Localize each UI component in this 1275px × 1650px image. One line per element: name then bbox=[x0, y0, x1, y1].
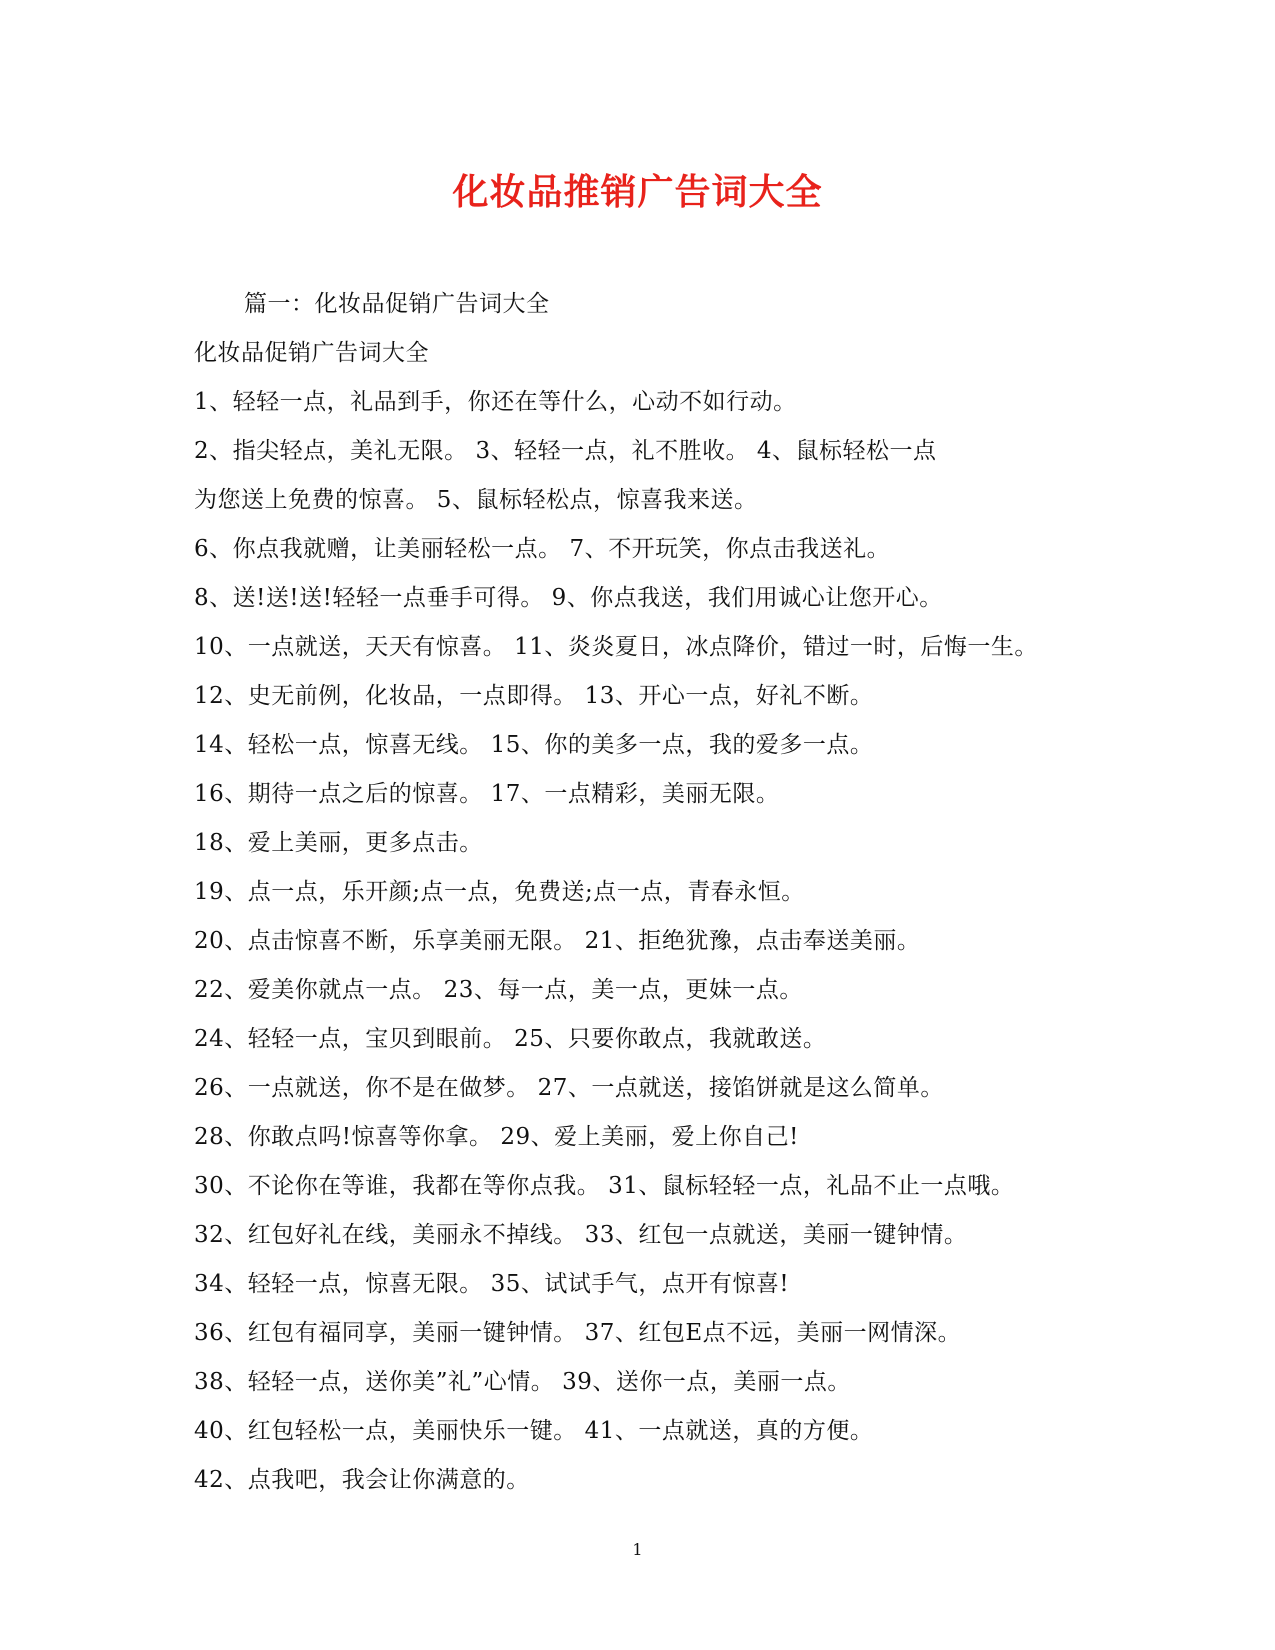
slogan-line: 24、轻轻一点，宝贝到眼前。 25、只要你敢点，我就敢送。 bbox=[194, 1026, 827, 1052]
document-title: 化妆品推销广告词大全 bbox=[452, 171, 823, 213]
document-body bbox=[194, 280, 1094, 1505]
slogan-line: 10、一点就送，天天有惊喜。 11、炎炎夏日，冰点降价，错过一时，后悔一生。 bbox=[194, 634, 1038, 660]
slogan-line: 19、点一点，乐开颜;点一点，免费送;点一点，青春永恒。 bbox=[194, 879, 805, 905]
slogan-line: 26、一点就送，你不是在做梦。 27、一点就送，接馅饼就是这么简单。 bbox=[194, 1075, 944, 1101]
slogan-line: 14、轻松一点，惊喜无线。 15、你的美多一点，我的爱多一点。 bbox=[194, 732, 874, 758]
slogan-line: 36、红包有福同享，美丽一键钟情。 37、红包E点不远，美丽一网情深。 bbox=[194, 1320, 962, 1346]
slogan-line: 1、轻轻一点，礼品到手，你还在等什么，心动不如行动。 bbox=[194, 389, 797, 415]
slogan-line: 16、期待一点之后的惊喜。 17、一点精彩，美丽无限。 bbox=[194, 781, 780, 807]
slogan-line: 18、爱上美丽，更多点击。 bbox=[194, 830, 483, 856]
slogan-line: 6、你点我就赠，让美丽轻松一点。 7、不开玩笑，你点击我送礼。 bbox=[194, 536, 891, 562]
slogan-line: 32、红包好礼在线，美丽永不掉线。 33、红包一点就送，美丽一键钟情。 bbox=[194, 1222, 968, 1248]
slogan-line: 20、点击惊喜不断，乐享美丽无限。 21、拒绝犹豫，点击奉送美丽。 bbox=[194, 928, 921, 954]
slogan-line: 12、史无前例，化妆品，一点即得。 13、开心一点，好礼不断。 bbox=[194, 683, 874, 709]
page-number: 1 bbox=[632, 1540, 643, 1559]
slogan-line: 30、不论你在等谁，我都在等你点我。 31、鼠标轻轻一点，礼品不止一点哦。 bbox=[194, 1173, 1015, 1199]
slogan-line: 28、你敢点吗!惊喜等你拿。 29、爱上美丽，爱上你自己! bbox=[194, 1124, 799, 1150]
slogan-line: 42、点我吧，我会让你满意的。 bbox=[194, 1467, 530, 1493]
slogan-line: 40、红包轻松一点，美丽快乐一键。 41、一点就送，真的方便。 bbox=[194, 1418, 874, 1444]
section-heading: 篇一：化妆品促销广告词大全 bbox=[244, 291, 550, 317]
slogan-line: 2、指尖轻点，美礼无限。 3、轻轻一点，礼不胜收。 4、鼠标轻松一点 bbox=[194, 438, 937, 464]
slogan-line: 8、送!送!送!轻轻一点垂手可得。 9、你点我送，我们用诚心让您开心。 bbox=[194, 585, 943, 611]
slogan-list bbox=[194, 378, 1094, 1505]
slogan-line: 38、轻轻一点，送你美”礼”心情。 39、送你一点，美丽一点。 bbox=[194, 1369, 851, 1395]
subheading: 化妆品促销广告词大全 bbox=[194, 340, 429, 366]
slogan-line: 34、轻轻一点，惊喜无限。 35、试试手气，点开有惊喜! bbox=[194, 1271, 790, 1297]
slogan-line: 22、爱美你就点一点。 23、每一点，美一点，更妹一点。 bbox=[194, 977, 803, 1003]
slogan-line: 为您送上免费的惊喜。 5、鼠标轻松点，惊喜我来送。 bbox=[194, 487, 758, 513]
